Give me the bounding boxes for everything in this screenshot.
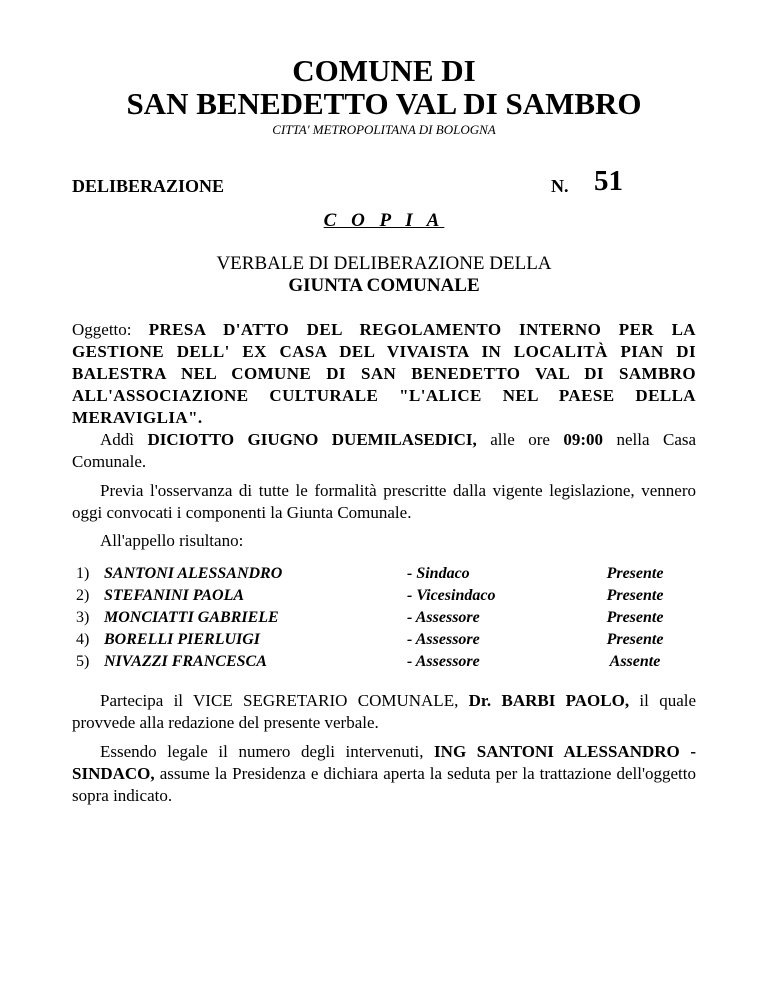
member-name: NIVAZZI FRANCESCA	[104, 653, 267, 670]
appello-paragraph: All'appello risultano:	[100, 531, 244, 550]
member-number: 2)	[76, 587, 90, 604]
member-row	[72, 563, 696, 585]
oggetto-text: PRESA D'ATTO DEL REGOLAMENTO INTERNO PER LA GESTIONE DELL' EX CASA DEL VIVAISTA IN LOCALITÀ PIAN DI BALESTRA NEL COMUNE DI SAN BENEDETTO VAL DI SAMBRO ALL'ASSOCIAZIONE CULTURALE "L'ALICE NEL PAESE DELLA MERAVIGLIA".	[72, 320, 696, 427]
member-status: Assente	[609, 653, 661, 670]
member-row	[72, 651, 696, 673]
subtitle-metropolitan-city: CITTA' METROPOLITANA DI BOLOGNA	[272, 122, 496, 137]
essendo-suffix: assume la Presidenza e dichiara aperta la seduta per la trattazione dell'oggetto sopra indicato.	[72, 764, 697, 805]
oggetto-label: Oggetto:	[72, 320, 132, 339]
member-number: 1)	[76, 565, 90, 582]
giunta-heading: GIUNTA COMUNALE	[288, 275, 480, 296]
addi-suffix: nella Casa Comunale.	[72, 430, 697, 471]
member-number: 3)	[76, 609, 90, 626]
member-status: Presente	[606, 565, 664, 582]
secretary-name: Dr. BARBI PAOLO,	[468, 691, 630, 710]
number-label: N.	[551, 176, 569, 196]
president-name: ING SANTONI ALESSANDRO - SINDACO,	[72, 742, 696, 783]
member-row	[72, 585, 696, 607]
member-role: - Vicesindaco	[407, 587, 496, 604]
member-number: 4)	[76, 631, 90, 648]
member-name: MONCIATTI GABRIELE	[104, 609, 279, 626]
partecipa-paragraph	[72, 690, 696, 734]
meeting-date: DICIOTTO GIUGNO DUEMILASEDICI,	[147, 430, 477, 449]
partecipa-prefix: Partecipa il VICE SEGRETARIO COMUNALE,	[100, 691, 459, 710]
addi-middle: alle ore	[490, 430, 550, 449]
verbale-heading: VERBALE DI DELIBERAZIONE DELLA	[216, 253, 552, 274]
essendo-paragraph	[72, 741, 696, 807]
member-role: - Assessore	[407, 609, 480, 626]
member-name: STEFANINI PAOLA	[104, 587, 245, 604]
member-number: 5)	[76, 653, 90, 670]
addi-prefix: Addì	[100, 430, 134, 449]
title-comune: COMUNE DI	[292, 53, 476, 88]
partecipa-suffix: il quale provvede alla redazione del presente verbale.	[72, 691, 697, 732]
member-row	[72, 629, 696, 651]
deliberation-number: 51	[594, 165, 623, 197]
member-status: Presente	[606, 609, 664, 626]
previa-paragraph: Previa l'osservanza di tutte le formalità prescritte dalla vigente legislazione, vennero oggi convocati i componenti la Giunta Comunale.	[72, 481, 696, 522]
member-role: - Sindaco	[407, 565, 470, 582]
member-role: - Assessore	[407, 653, 480, 670]
deliberazione-label: DELIBERAZIONE	[72, 176, 225, 196]
member-role: - Assessore	[407, 631, 480, 648]
member-status: Presente	[606, 631, 664, 648]
copia-label: C O P I A	[323, 210, 445, 231]
member-status: Presente	[606, 587, 664, 604]
member-name: BORELLI PIERLUIGI	[104, 631, 261, 648]
oggetto-paragraph	[72, 319, 696, 429]
meeting-time: 09:00	[563, 430, 604, 449]
member-row	[72, 607, 696, 629]
members-list	[72, 563, 696, 673]
addi-paragraph	[72, 429, 696, 473]
member-name: SANTONI ALESSANDRO	[104, 565, 283, 582]
title-municipality-name: SAN BENEDETTO VAL DI SAMBRO	[126, 86, 642, 121]
essendo-prefix: Essendo legale il numero degli intervenuti,	[100, 742, 424, 761]
